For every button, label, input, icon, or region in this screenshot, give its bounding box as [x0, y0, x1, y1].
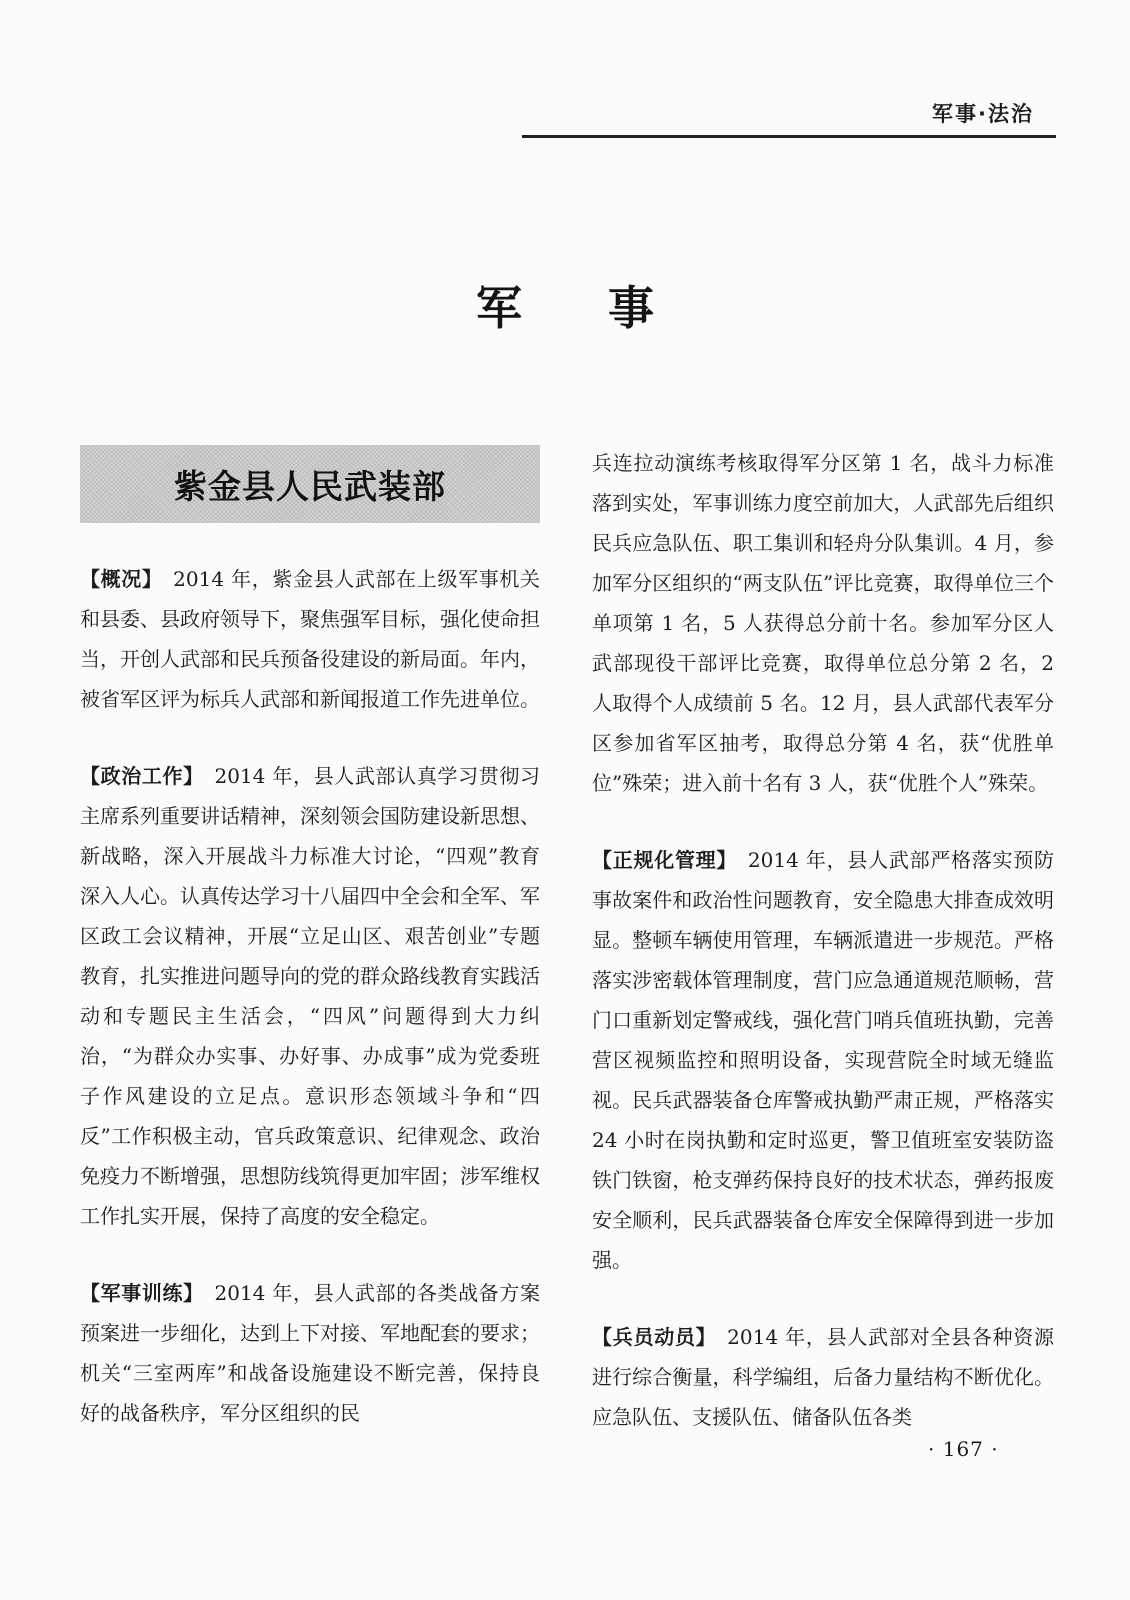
paragraph-text: 2014 年，县人武部认真学习贯彻习主席系列重要讲话精神，深刻领会国防建设新思想、新战略，深入开展战斗力标准大讨论，“四观”教育深入人心。认真传达学习十八届四中全会和全军、军区政工会议精神，开展“立足山区、艰苦创业”专题教育，扎实推进问题导向的党的群众路线教育实践活动和专题民主生活会，“四风”问题得到大力纠治，“为群众办实事、办好事、办成事”成为党委班子作风建设的立足点。意识形态领域斗争和“四反”工作积极主动，官兵政策意识、纪律观念、政治免疫力不断增强，思想防线筑得更加牢固；涉军维权工作扎实开展，保持了高度的安全稳定。 — [80, 764, 540, 1228]
paragraph-overview — [80, 559, 540, 719]
paragraph-label: 【兵员动员】 — [592, 1325, 707, 1349]
paragraph-label: 【政治工作】 — [80, 764, 194, 788]
paragraph-military-training — [80, 1273, 540, 1433]
header-rule — [522, 135, 1056, 138]
paragraph-label: 【概况】 — [80, 567, 153, 591]
paragraph-label: 【正规化管理】 — [592, 848, 728, 872]
page-title-char-1: 军 — [476, 281, 522, 335]
paragraph-label: 【军事训练】 — [80, 1281, 194, 1305]
section-heading: 紫金县人民武装部 — [174, 466, 446, 506]
page-title-char-2: 事 — [608, 281, 654, 335]
paragraph-text: 2014 年，县人武部对全县各种资源进行综合衡量，科学编组，后备力量结构不断优化。应急队伍、支援队伍、储备队伍各类 — [592, 1325, 1054, 1429]
paragraph-text: 2014 年，县人武部严格落实预防事故案件和政治性问题教育，安全隐患大排查成效明显。整顿车辆使用管理，车辆派遣进一步规范。严格落实涉密载体管理制度，营门应急通道规范顺畅，营门口重新划定警戒线，强化营门哨兵值班执勤，完善营区视频监控和照明设备，实现营院全时域无缝监视。民兵武器装备仓库警戒执勤严肃正规，严格落实 24 小时在岗执勤和定时巡更，警卫值班室安装防盗铁门铁窗，枪支弹药保持良好的技术状态，弹药报废安全顺利，民兵武器装备仓库安全保障得到进一步加强。 — [592, 848, 1055, 1272]
page-title — [0, 272, 1130, 338]
paragraph-text: 兵连拉动演练考核取得军分区第 1 名，战斗力标准落到实处，军事训练力度空前加大，人武部先后组织民兵应急队伍、职工集训和轻舟分队集训。4 月，参加军分区组织的“两支队伍”评比竞赛，取得单位三个单项第 1 名，5 人获得总分前十名。参加军分区人武部现役干部评比竞赛，取得单位总分第 2 名，2 人取得个人成绩前 5 名。12 月，县人武部代表军分区参加省军区抽考，取得总分第 4 名，获“优胜单位”殊荣；进入前十名有 3 人，获“优胜个人”殊荣。 — [592, 451, 1054, 795]
left-column — [80, 445, 540, 1433]
section-heading-banner — [80, 445, 540, 523]
paragraph-training-continued — [592, 443, 1054, 803]
running-head: 军事·法治 — [932, 102, 1034, 126]
page-number: · 167 · — [928, 1437, 999, 1461]
paragraph-mobilization — [592, 1317, 1054, 1437]
paragraph-political-work — [80, 756, 540, 1236]
paragraph-text: 2014 年，县人武部的各类战备方案预案进一步细化，达到上下对接、军地配套的要求；机关“三室两库”和战备设施建设不断完善，保持良好的战备秩序，军分区组织的民 — [80, 1281, 540, 1425]
right-column — [592, 445, 1054, 1437]
paragraph-regular-management — [592, 840, 1054, 1280]
paragraph-text: 2014 年，紫金县人武部在上级军事机关和县委、县政府领导下，聚焦强军目标，强化使命担当，开创人武部和民兵预备役建设的新局面。年内，被省军区评为标兵人武部和新闻报道工作先进单位。 — [80, 567, 540, 711]
